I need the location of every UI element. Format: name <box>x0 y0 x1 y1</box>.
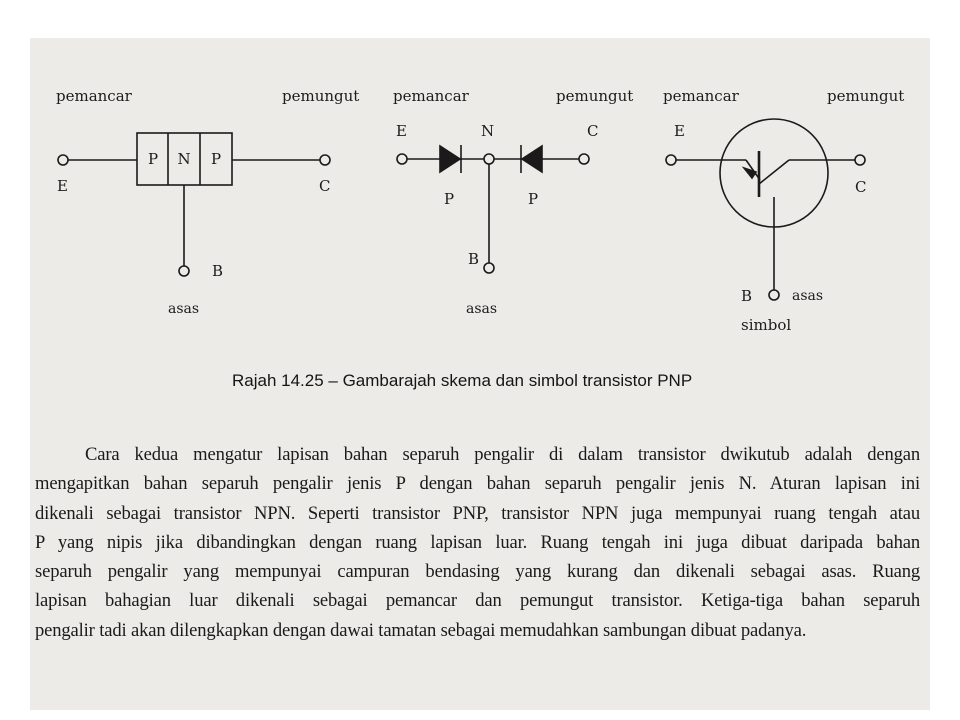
d1-collector-label: pemungut <box>282 87 360 105</box>
emitter-arrow-icon <box>744 168 756 178</box>
d2-collector-label: pemungut <box>556 87 634 105</box>
diagram3-wiring <box>666 119 865 300</box>
d2-middle-letter: N <box>481 122 495 140</box>
d1-layer-n: N <box>177 150 191 168</box>
d3-base-label: asas <box>792 288 824 304</box>
diode-right-icon <box>522 146 542 172</box>
emitter-terminal-3 <box>666 155 676 165</box>
d2-diode-left-letter: P <box>444 190 455 208</box>
figure-caption: Rajah 14.25 – Gambarajah skema dan simbol transistor PNP <box>232 371 693 390</box>
d3-collector-label: pemungut <box>827 87 905 105</box>
collector-terminal <box>320 155 330 165</box>
d1-emitter-label: pemancar <box>56 87 132 105</box>
middle-node <box>484 154 494 164</box>
d3-base-letter: B <box>741 287 753 305</box>
d3-symbol-label: simbol <box>741 316 792 334</box>
base-terminal-3 <box>769 290 779 300</box>
d1-base-label: asas <box>168 301 200 317</box>
d3-emitter-letter: E <box>674 122 685 140</box>
emitter-terminal-2 <box>397 154 407 164</box>
d1-emitter-letter: E <box>57 177 68 195</box>
paragraph-line: Cara kedua mengatur lapisan bahan separuh pengalir di dalam transistor dwikutub adalah dengan <box>85 444 920 465</box>
paragraph-line: P yang nipis jika dibandingkan dengan ruang lapisan luar. Ruang tengah ini juga dibuat daripada bahan <box>35 531 920 553</box>
d2-base-letter: B <box>468 250 480 268</box>
paragraph-line: mengapitkan bahan separuh pengalir jenis P dengan bahan separuh pengalir jenis N. Aturan lapisan ini <box>35 473 920 495</box>
diode-left-icon <box>440 146 460 172</box>
d2-emitter-letter: E <box>396 122 407 140</box>
paragraph-line: pengalir tadi akan dilengkapkan dengan dawai tamatan sebagai memudahkan sambungan dibuat padanya. <box>35 619 807 641</box>
paragraph-line: dikenali sebagai transistor NPN. Seperti transistor PNP, transistor NPN juga mempunyai ruang tengah atau <box>35 502 920 524</box>
d1-collector-letter: C <box>319 177 331 195</box>
body-paragraph <box>35 440 920 645</box>
d2-base-label: asas <box>466 301 498 317</box>
collector-terminal-2 <box>579 154 589 164</box>
d3-emitter-label: pemancar <box>663 87 739 105</box>
base-terminal-2 <box>484 263 494 273</box>
d2-collector-letter: C <box>587 122 599 140</box>
emitter-terminal <box>58 155 68 165</box>
paragraph-line: lapisan bahagian luar dikenali sebagai pemancar dan pemungut transistor. Ketiga-tiga bahan separuh <box>35 590 920 612</box>
d2-emitter-label: pemancar <box>393 87 469 105</box>
d1-layer-p1: P <box>147 150 159 168</box>
base-terminal <box>179 266 189 276</box>
d1-layer-p2: P <box>210 150 222 168</box>
paragraph-line: separuh pengalir yang mempunyai campuran bendasing yang kurang dan dikenali sebagai asas. Ruang <box>35 561 920 583</box>
d2-diode-right-letter: P <box>528 190 539 208</box>
diagram2-wiring <box>397 145 589 273</box>
d3-collector-letter: C <box>855 178 867 196</box>
d1-base-letter: B <box>212 262 224 280</box>
collector-terminal-3 <box>855 155 865 165</box>
